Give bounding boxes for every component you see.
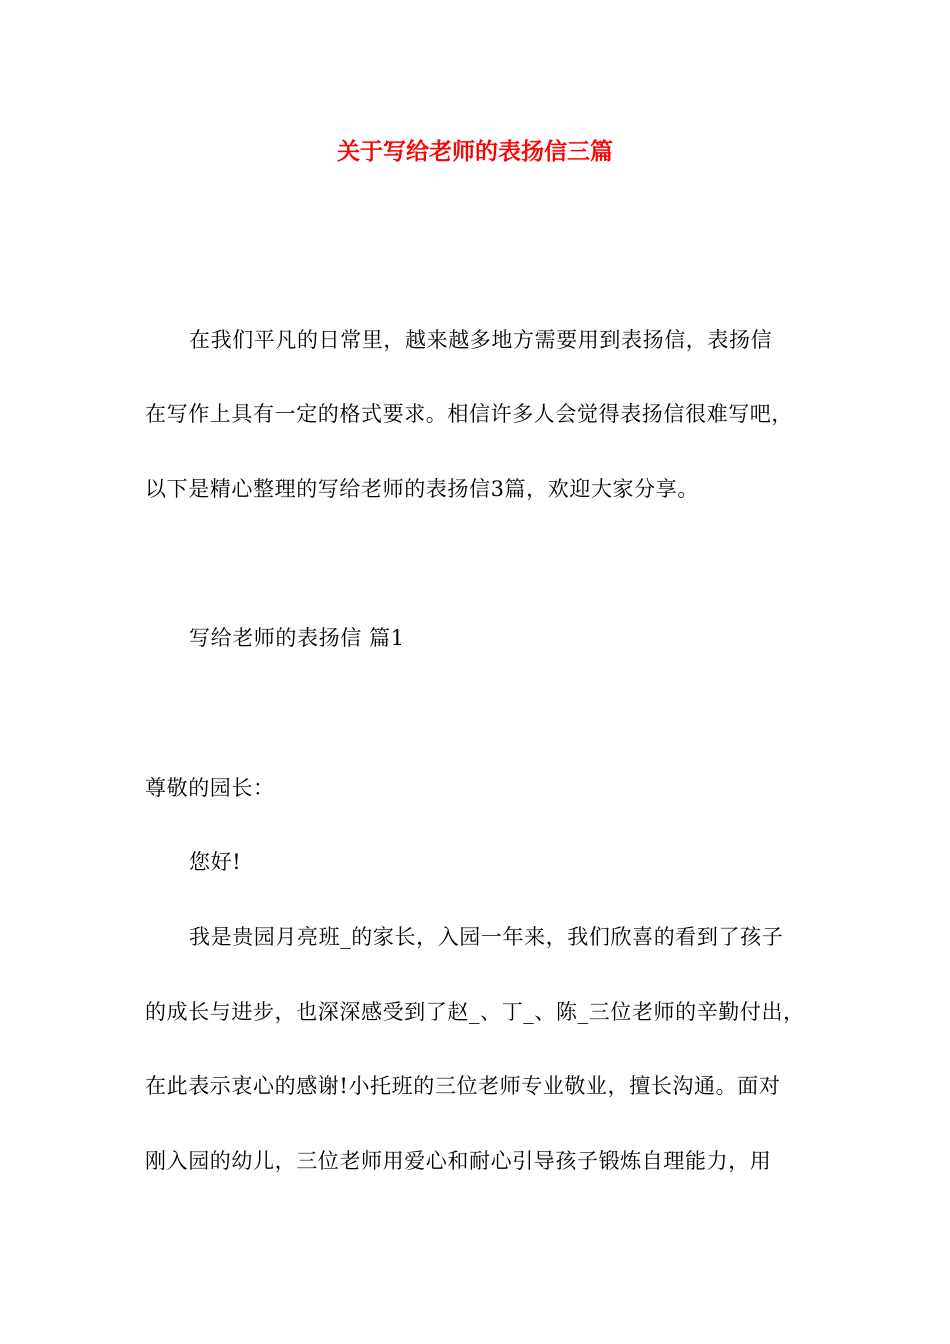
body-line-4: 刚入园的幼儿，三位老师用爱心和耐心引导孩子锻炼自理能力，用	[145, 1149, 772, 1173]
intro-line-2: 在写作上具有一定的格式要求。相信许多人会觉得表扬信很难写吧，	[145, 402, 793, 426]
intro-line-1: 在我们平凡的日常里，越来越多地方需要用到表扬信，表扬信	[189, 328, 773, 352]
salutation: 尊敬的园长：	[145, 776, 275, 800]
document-title: 关于写给老师的表扬信三篇	[337, 138, 613, 165]
section-heading: 写给老师的表扬信 篇1	[189, 626, 405, 650]
greeting: 您好!	[189, 850, 242, 874]
body-line-1: 我是贵园月亮班_的家长，入园一年来，我们欣喜的看到了孩子	[189, 925, 784, 949]
intro-line-3: 以下是精心整理的写给老师的表扬信3篇，欢迎大家分享。	[145, 477, 699, 501]
body-line-3: 在此表示衷心的感谢!小托班的三位老师专业敬业，擅长沟通。面对	[145, 1074, 781, 1098]
body-line-2: 的成长与进步，也深深感受到了赵_、丁_、陈_三位老师的辛勤付出，	[145, 1000, 805, 1024]
